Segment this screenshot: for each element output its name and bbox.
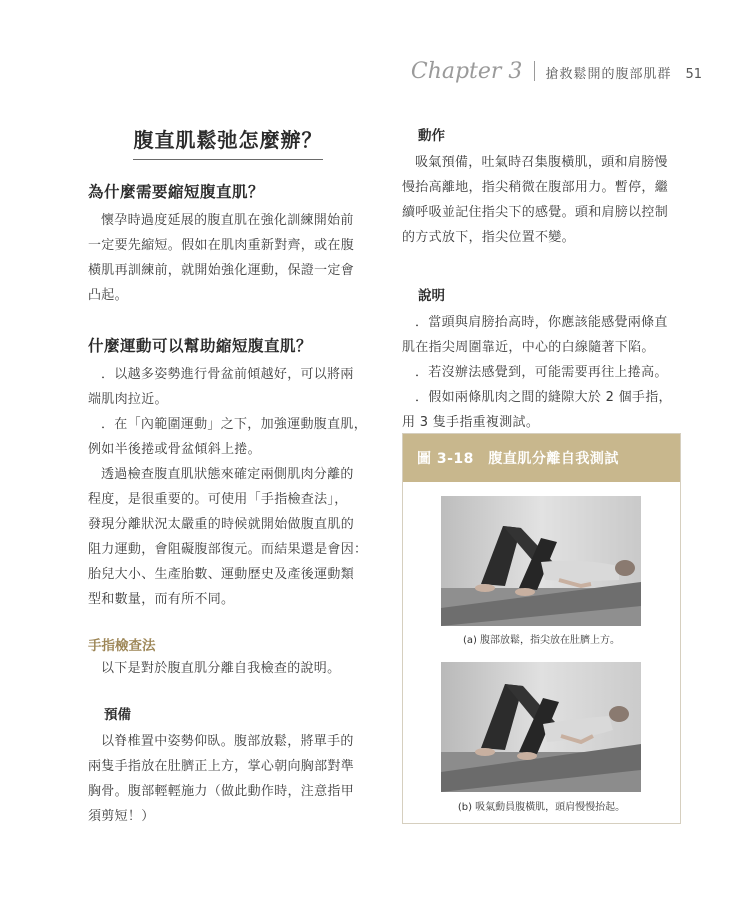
- text-line: 兩隻手指放在肚臍正上方，掌心朝向胸部對準: [88, 759, 355, 774]
- text-line: 續呼吸並記住指尖下的感覺。頭和肩膀以控制: [402, 205, 669, 220]
- text-line: 型和數量，而有所不同。: [88, 592, 235, 607]
- figure-box: [402, 433, 681, 824]
- action-heading: 動作: [418, 128, 445, 144]
- text-line: 程度，是很重要的。可使用「手指檢查法」，: [88, 492, 348, 507]
- text-line: 凸起。: [88, 288, 128, 303]
- finger-test-heading: 手指檢查法: [88, 638, 156, 654]
- text-line: 以下是對於腹直肌分離自我檢查的說明。: [101, 661, 341, 676]
- notes-body: [402, 310, 680, 435]
- text-line: 發現分離狀況太嚴重的時候就開始做腹直肌的: [88, 517, 355, 532]
- bullet-line: ．當頭與肩膀抬高時，你應該能感覺兩條直: [415, 315, 668, 330]
- notes-heading: 說明: [418, 288, 445, 304]
- page-title: 腹直肌鬆弛怎麼辦？: [133, 124, 323, 160]
- section-which-body: [88, 362, 368, 612]
- bullet-line: 用 3 隻手指重複測試。: [402, 415, 540, 430]
- figure-title: 圖 3-18 腹直肌分離自我測試: [417, 451, 619, 467]
- section-why-body: [88, 208, 368, 308]
- chapter-script-label: Chapter 3: [410, 59, 523, 84]
- text-line: 胎兒大小、生產胎數、運動歷史及產後運動類: [88, 567, 355, 582]
- page-number: 51: [685, 67, 702, 82]
- header-divider: [534, 61, 535, 81]
- right-column: [402, 120, 680, 435]
- photo-a-illustration: [441, 496, 641, 626]
- bullet-line: 端肌肉拉近。: [88, 392, 168, 407]
- text-line: 阻力運動，會阻礙腹部復元。而結果還是會因：: [88, 542, 368, 557]
- text-line: 懷孕時過度延展的腹直肌在強化訓練開始前: [101, 213, 354, 228]
- text-line: 一定要先縮短。假如在肌肉重新對齊，或在腹: [88, 238, 355, 253]
- bullet-line: ．假如兩條肌肉之間的縫隙大於 2 個手指，: [415, 390, 672, 405]
- photo-a: [441, 496, 641, 626]
- text-line: 吸氣預備，吐氣時召集腹橫肌，頭和肩膀慢: [415, 155, 668, 170]
- prep-heading: 預備: [104, 707, 131, 723]
- bullet-line: ．若沒辦法感覺到，可能需要再往上捲高。: [415, 365, 668, 380]
- running-header: [411, 58, 702, 84]
- photo-b: [441, 662, 641, 792]
- chapter-title: 搶救鬆開的腹部肌群: [545, 67, 672, 82]
- bullet-line: ．以越多姿勢進行骨盆前傾越好，可以將兩: [101, 367, 354, 382]
- text-line: 慢抬高離地，指尖稍微在腹部用力。暫停，繼: [402, 180, 669, 195]
- caption-a: (a) 腹部放鬆，指尖放在肚臍上方。: [462, 635, 621, 646]
- text-line: 橫肌再訓練前，就開始強化運動，保證一定會: [88, 263, 355, 278]
- bullet-line: 肌在指尖周圍靠近，中心的白線隨著下陷。: [402, 340, 655, 355]
- section-heading-which: 什麼運動可以幫助縮短腹直肌？: [88, 336, 313, 355]
- photo-b-illustration: [441, 662, 641, 792]
- figure-title-bar: [403, 434, 680, 482]
- section-heading-why: 為什麼需要縮短腹直肌？: [88, 182, 265, 201]
- bullet-line: ．在「內範圍運動」之下，加強運動腹直肌，: [101, 417, 368, 432]
- text-line: 胸骨。腹部輕輕施力（做此動作時，注意指甲: [88, 784, 355, 799]
- left-column: [88, 120, 368, 829]
- text-line: 須剪短！）: [88, 809, 155, 824]
- text-line: 以脊椎置中姿勢仰臥。腹部放鬆，將單手的: [101, 734, 354, 749]
- caption-b: (b) 吸氣動員腹橫肌，頭肩慢慢抬起。: [457, 802, 626, 813]
- text-line: 透過檢查腹直肌狀態來確定兩側肌肉分離的: [101, 467, 354, 482]
- text-line: 的方式放下，指尖位置不變。: [402, 230, 575, 245]
- prep-body: [88, 729, 368, 829]
- action-body: [402, 150, 680, 250]
- bullet-line: 例如半後捲或骨盆傾斜上捲。: [88, 442, 261, 457]
